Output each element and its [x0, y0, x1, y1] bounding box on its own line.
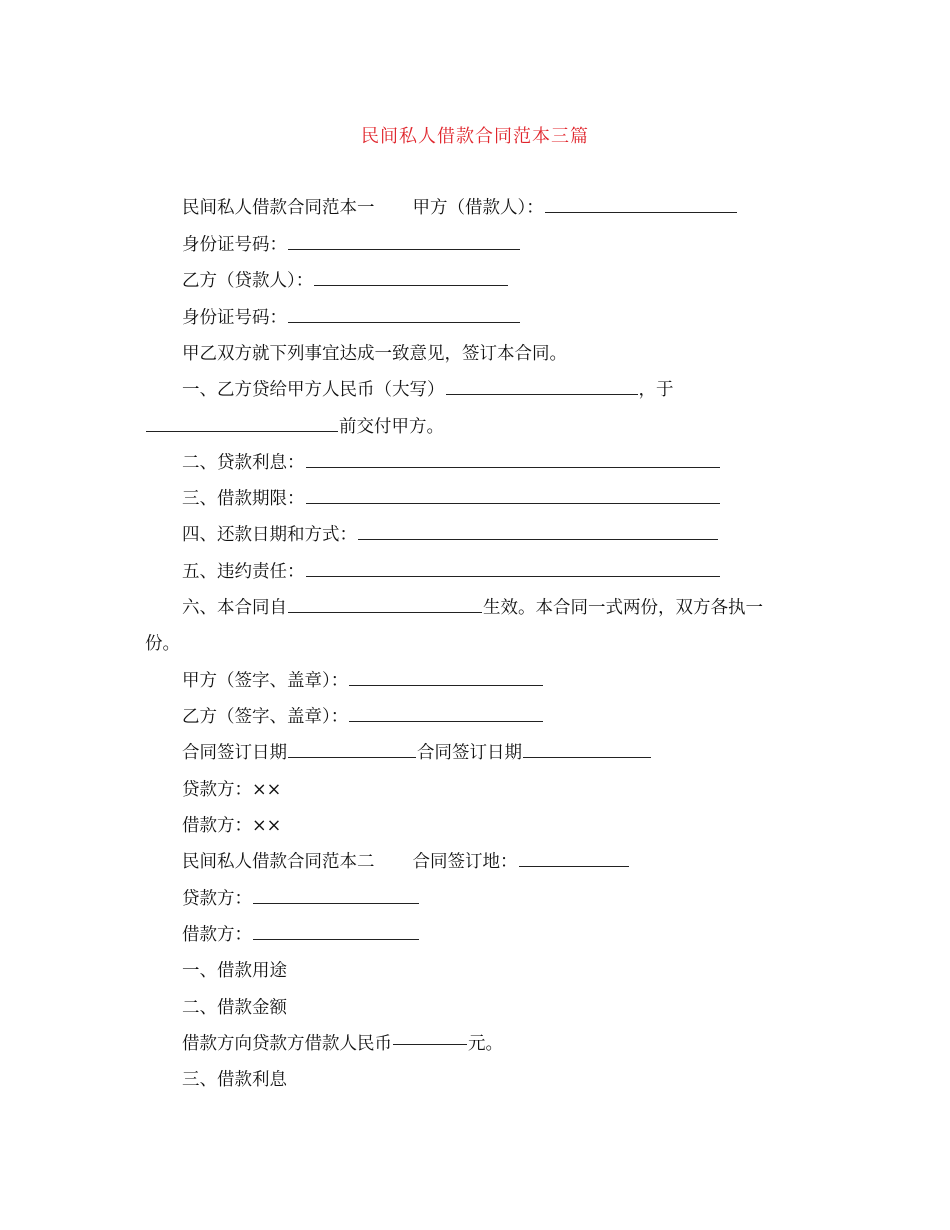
clause-four-line: [182, 523, 719, 547]
lender-two-line: [182, 887, 420, 911]
party-b-id-blank[interactable]: [288, 306, 520, 323]
party-b-signature-line: [182, 705, 544, 729]
contract-two-heading: 民间私人借款合同范本二: [182, 852, 375, 872]
signing-date-blank-1[interactable]: [288, 741, 416, 758]
clause-one-label: 一、乙方贷给甲方人民币（大写）: [182, 380, 445, 400]
party-a-id-blank[interactable]: [288, 233, 520, 250]
clause-two-line: [182, 451, 721, 475]
party-b-signature-blank[interactable]: [349, 705, 543, 722]
lender-two-blank[interactable]: [253, 887, 419, 904]
party-b-lender-blank[interactable]: [314, 269, 508, 286]
party-b-line: [182, 269, 509, 293]
loan-amount-unit: 元。: [468, 1034, 503, 1054]
signing-date-label-2: 合同签订日期: [417, 743, 522, 763]
loan-term-blank[interactable]: [306, 487, 720, 504]
borrower-two-line: [182, 923, 420, 947]
delivery-date-blank[interactable]: [146, 415, 338, 432]
clause-six-line: [182, 596, 763, 620]
party-a-signature-label: 甲方（签字、盖章）：: [182, 671, 349, 691]
party-a-id-line: [182, 233, 521, 257]
borrower-two-label: 借款方：: [182, 925, 252, 945]
loan-amount-sentence: [182, 1032, 503, 1056]
clause-three-label: 三、借款期限：: [182, 489, 305, 509]
clause-six-continued: 份。: [145, 634, 180, 654]
party-b-lender-label: 乙方（贷款人）：: [182, 271, 314, 291]
contract-two-heading-line: [182, 850, 630, 874]
agreement-intro: 甲乙双方就下列事宜达成一致意见，签订本合同。: [182, 344, 567, 364]
clause-six-text: 生效。本合同一式两份，双方各执一: [483, 598, 763, 618]
borrower-two-blank[interactable]: [253, 923, 419, 940]
clause-two-label: 二、贷款利息：: [182, 453, 305, 473]
page-title: 民间私人借款合同范本三篇: [361, 126, 589, 147]
signing-date-line: [182, 741, 652, 765]
signing-place-blank[interactable]: [519, 850, 629, 867]
clause-four-label: 四、还款日期和方式：: [182, 525, 357, 545]
signing-date-label-1: 合同签订日期: [182, 743, 287, 763]
section-loan-amount: 二、借款金额: [182, 998, 287, 1018]
party-a-id-label: 身份证号码：: [182, 235, 287, 255]
party-b-signature-label: 乙方（签字、盖章）：: [182, 707, 349, 727]
lender-two-label: 贷款方：: [182, 889, 252, 909]
party-b-id-line: [182, 306, 521, 330]
repayment-blank[interactable]: [358, 523, 718, 540]
clause-six-label: 六、本合同自: [182, 598, 287, 618]
lender-line: 贷款方：××: [182, 780, 282, 800]
party-a-signature-blank[interactable]: [349, 669, 543, 686]
clause-one-line: [182, 378, 674, 402]
borrower-line: 借款方：××: [182, 816, 282, 836]
clause-one-continued: [145, 415, 444, 439]
breach-liability-blank[interactable]: [306, 560, 720, 577]
party-a-borrower-label: 甲方（借款人）：: [412, 198, 544, 218]
contract-one-heading: 民间私人借款合同范本一: [182, 198, 375, 218]
effective-date-blank[interactable]: [288, 596, 482, 613]
party-b-id-label: 身份证号码：: [182, 308, 287, 328]
loan-amount-text: 借款方向贷款方借款人民币: [182, 1034, 392, 1054]
loan-amount-blank[interactable]: [446, 378, 638, 395]
clause-five-line: [182, 560, 721, 584]
section-loan-purpose: 一、借款用途: [182, 961, 287, 981]
party-a-signature-line: [182, 669, 544, 693]
clause-one-suffix: ，于: [638, 380, 674, 400]
interest-blank[interactable]: [306, 451, 720, 468]
party-a-borrower-blank[interactable]: [545, 196, 737, 213]
loan-amount-dash[interactable]: [393, 1044, 467, 1045]
clause-one-delivery-text: 前交付甲方。: [339, 417, 444, 437]
clause-five-label: 五、违约责任：: [182, 562, 305, 582]
contract-one-heading-line: [182, 196, 738, 220]
clause-three-line: [182, 487, 721, 511]
signing-place-label: 合同签订地：: [412, 852, 518, 872]
signing-date-blank-2[interactable]: [523, 741, 651, 758]
section-loan-interest: 三、借款利息: [182, 1070, 287, 1090]
